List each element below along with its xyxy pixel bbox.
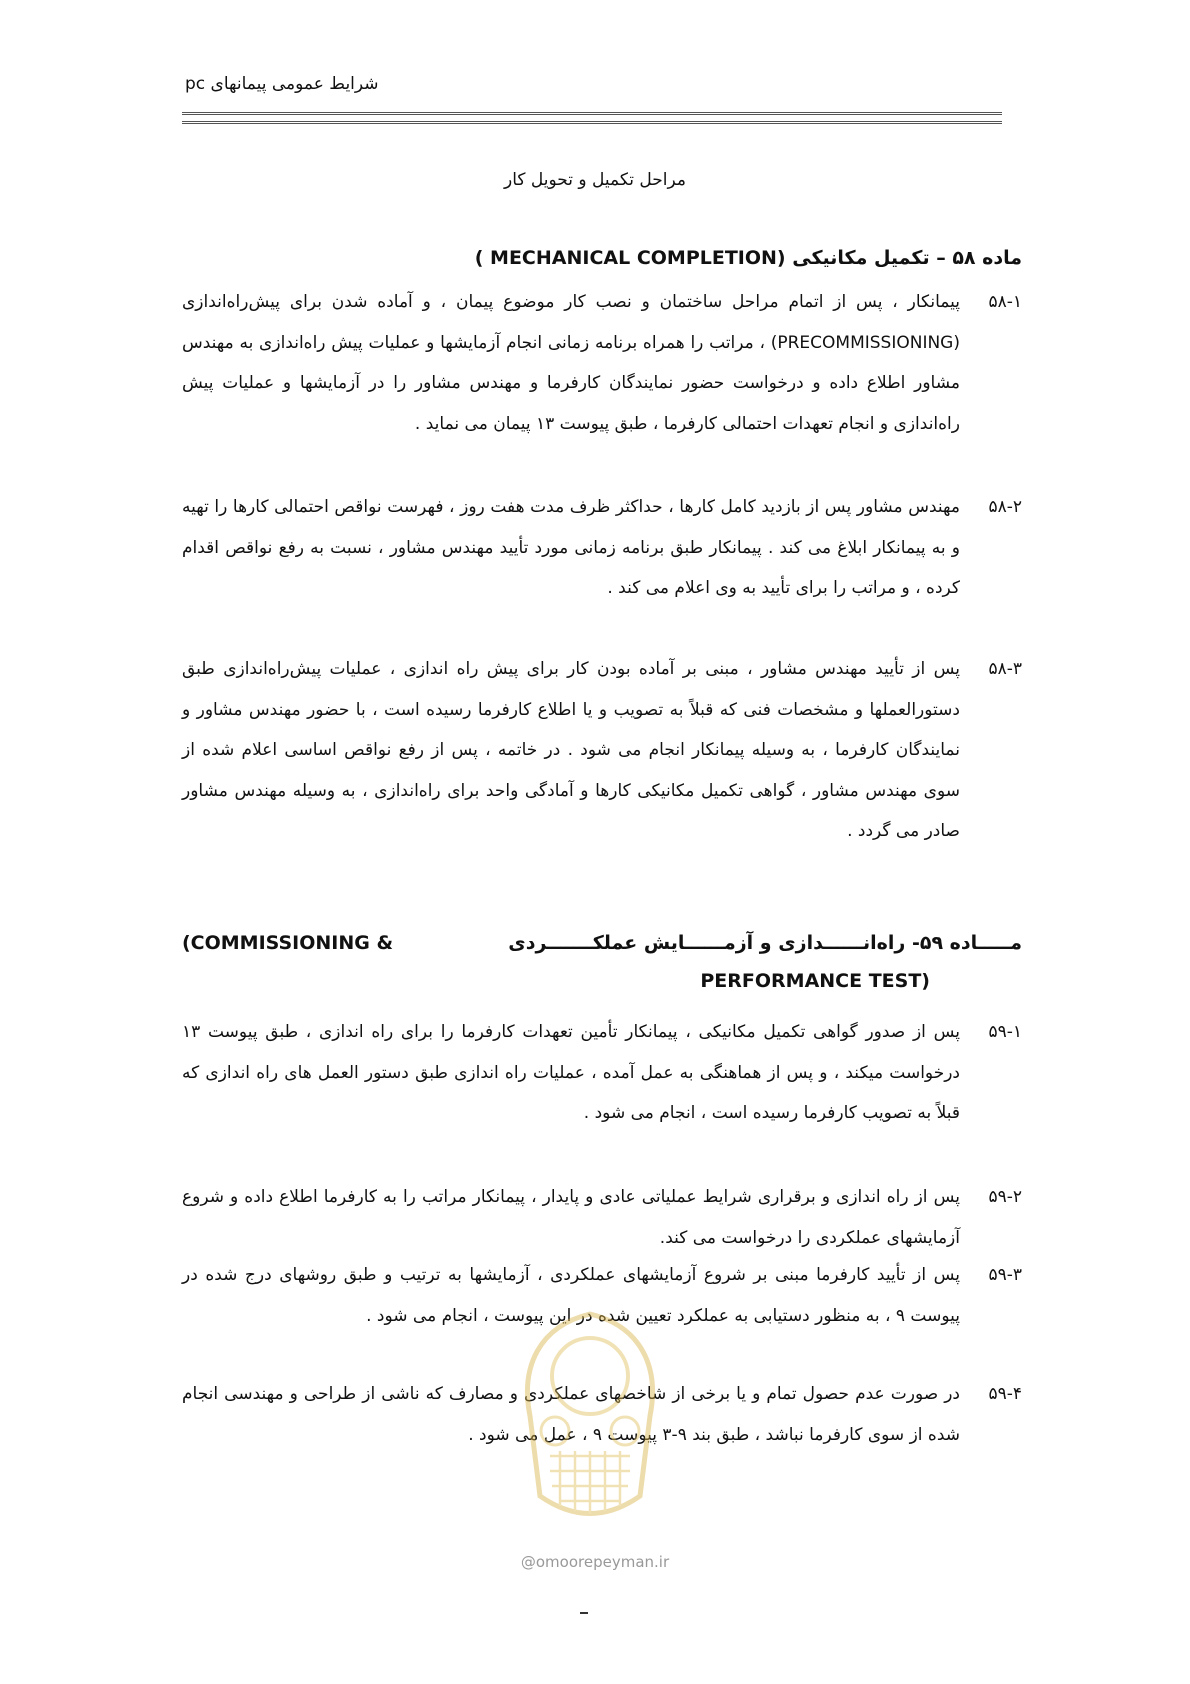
watermark-text: @omoorepeyman.ir xyxy=(520,1553,670,1571)
clause-text: مهندس مشاور پس از بازدید کامل کارها ، حداکثر ظرف مدت هفت روز ، فهرست نواقص احتمالی کارها را تهیه و به پیمانکار ابلاغ می کند . پیمانکار طبق برنامه زمانی مورد تأیید مهندس مشاور ، نسبت به رفع نواقص اقدام کرده ، و مراتب را برای تأیید به وی اعلام می کند . xyxy=(182,497,960,598)
article-59-heading-fa: مـــــاده ۵۹- راه‌انــــــدازی و آزمــــــایش عملکـــــــردی xyxy=(508,932,1022,954)
header-divider xyxy=(182,112,1002,124)
clause-number: ۵۸-۳ xyxy=(988,659,1022,679)
clause-text: پس از تأیید کارفرما مبنی بر شروع آزمایشهای عملکردی ، آزمایشها به ترتیب و طبق روشهای درج شده در پیوست ۹ ، به منظور دستیابی به عملکرد تعیین شده در این پیوست ، انجام می شود . xyxy=(182,1265,960,1326)
clause-text: پس از راه اندازی و برقراری شرایط عملیاتی عادی و پایدار ، پیمانکار مراتب را به کارفرما اطلاع داده و شروع آزمایشهای عملکردی را درخواست می کند. xyxy=(182,1187,960,1248)
clause-number: ۵۸-۱ xyxy=(988,292,1022,312)
clause-text: پیمانکار ، پس از اتمام مراحل ساختمان و نصب کار موضوع پیمان ، و آماده شدن برای پیش‌راه‌اندازی (PRECOMMISSIONING) ، مراتب را همراه برنامه زمانی انجام آزمایشها و عملیات پیش راه‌اندازی به مهندس مشاور اطلاع داده و درخواست حضور نمایندگان کارفرما و مهندس مشاور را در آزمایشها و عملیات پیش راه‌اندازی و انجام تعهدات احتمالی کارفرما ، طبق پیوست ۱۳ پیمان می نماید . xyxy=(182,292,960,434)
section-title: مراحل تکمیل و تحویل کار xyxy=(504,170,686,190)
clause-59-1 xyxy=(182,1012,1022,1134)
clause-59-2 xyxy=(182,1177,1022,1258)
clause-58-1 xyxy=(182,282,1022,444)
article-59-heading-en: (COMMISSIONING & xyxy=(182,932,394,954)
page-number-dash xyxy=(580,1612,588,1614)
clause-number: ۵۹-۱ xyxy=(988,1022,1022,1042)
article-59-heading xyxy=(182,932,1022,954)
clause-number: ۵۹-۳ xyxy=(988,1265,1022,1285)
clause-text: پس از صدور گواهی تکمیل مکانیکی ، پیمانکار تأمین تعهدات کارفرما را برای راه اندازی ، طبق پیوست ۱۳ درخواست میکند ، و پس از هماهنگی به عمل آمده ، عملیات راه اندازی طبق دستور العمل های راه اندازی که قبلاً به تصویب کارفرما رسیده است ، انجام می شود . xyxy=(182,1022,960,1123)
article-59-heading-en-line2: PERFORMANCE TEST) xyxy=(700,970,930,992)
clause-text: پس از تأیید مهندس مشاور ، مبنی بر آماده بودن کار برای پیش راه اندازی ، عملیات پیش‌راه‌اندازی طبق دستورالعملها و مشخصات فنی که قبلاً به تصویب و یا اطلاع کارفرما رسیده است ، با حضور مهندس مشاور و نمایندگان کارفرما ، به وسیله پیمانکار انجام می شود . در خاتمه ، پس از رفع نواقص اساسی اعلام شده از سوی مهندس مشاور ، گواهی تکمیل مکانیکی کارها و آمادگی واحد برای راه‌اندازی ، به وسیله مهندس مشاور صادر می گردد . xyxy=(182,659,960,841)
clause-number: ۵۸-۲ xyxy=(988,497,1022,517)
clause-58-2 xyxy=(182,487,1022,609)
clause-number: ۵۹-۲ xyxy=(988,1187,1022,1207)
article-58-heading: ماده ۵۸ – تکمیل مکانیکی (MECHANICAL COMPLETION ) xyxy=(474,247,1022,269)
clause-text: در صورت عدم حصول تمام و یا برخی از شاخصهای عملکردی و مصارف که ناشی از طراحی و مهندسی انجام شده از سوی کارفرما نباشد ، طبق بند ۹-۳ پیوست ۹ ، عمل می شود . xyxy=(182,1384,960,1445)
clause-58-3 xyxy=(182,649,1022,852)
clause-number: ۵۹-۴ xyxy=(988,1384,1022,1404)
header-title: شرایط عمومی پیمانهای pc xyxy=(185,74,379,94)
omoore-peyman-seal-icon xyxy=(500,1306,680,1536)
